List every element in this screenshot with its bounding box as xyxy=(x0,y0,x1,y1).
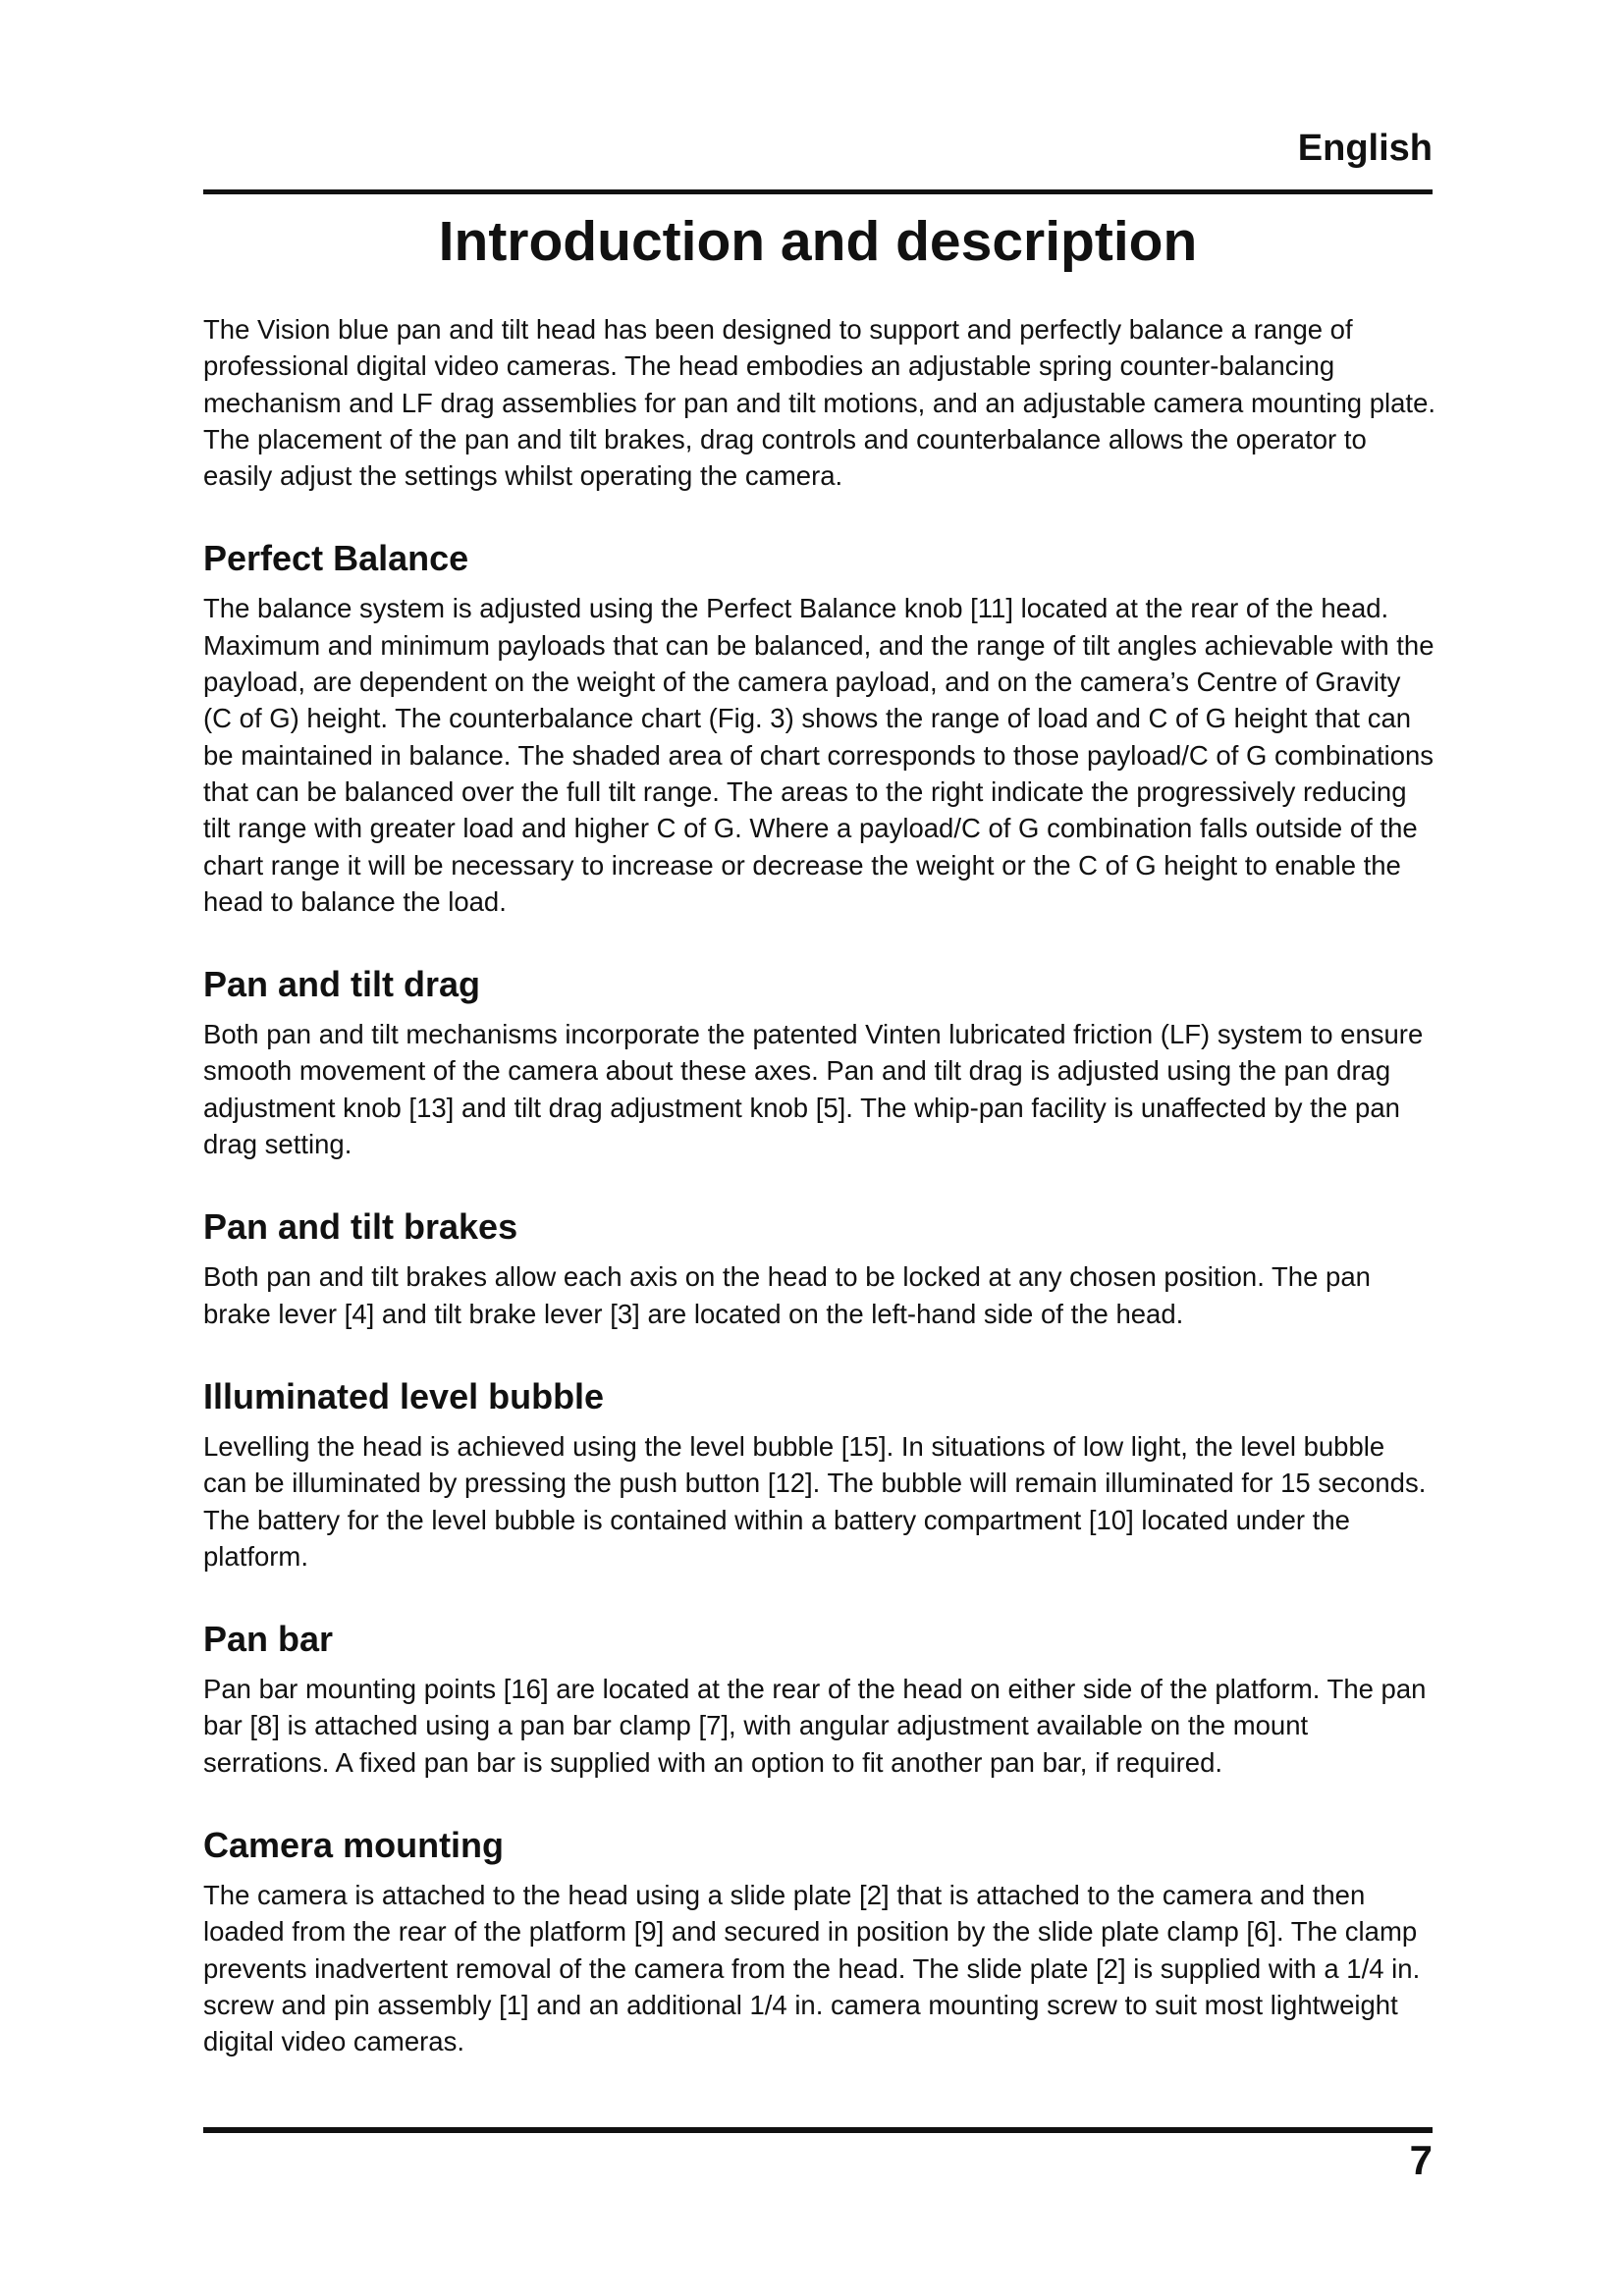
header-rule xyxy=(203,189,1433,194)
page-title: Introduction and description xyxy=(438,210,1198,273)
language-label: English xyxy=(1297,128,1433,169)
section-heading-level-bubble: Illuminated level bubble xyxy=(203,1375,605,1416)
intro-paragraph: The Vision blue pan and tilt head has been designed to support and perfectly balance a range of professional digital video cameras. The head embodies an adjustable spring counter-balancing mechanism and LF drag assemblies for pan and tilt motions, and an adjustable camera mounting plate. The placement of the pan and tilt brakes, drag controls and counterbalance allows the operator to easily adjust the settings whilst operating the camera. xyxy=(203,314,1436,492)
section-heading-pan-tilt-drag: Pan and tilt drag xyxy=(203,964,481,1005)
section-heading-camera-mounting: Camera mounting xyxy=(203,1825,505,1866)
section-body-pan-bar: Pan bar mounting points [16] are located at the rear of the head on either side of the platform. The pan bar [8] is attached using a pan bar clamp [7], with angular adjustment available on the mount serrations. A fixed pan bar is supplied with an option to fit another pan bar, if required. xyxy=(203,1674,1427,1778)
section-heading-perfect-balance: Perfect Balance xyxy=(203,538,469,579)
section-heading-pan-tilt-brakes: Pan and tilt brakes xyxy=(203,1206,518,1248)
section-heading-pan-bar: Pan bar xyxy=(203,1619,334,1660)
main-content xyxy=(203,311,1435,2060)
section-body-perfect-balance: The balance system is adjusted using the Perfect Balance knob [11] located at the rear of the head. Maximum and minimum payloads that can be balanced, and the range of tilt angles achievable with the payload, are dependent on the weight of the camera payload, and on the camera’s Centre of Gravity (C of G) height. The counterbalance chart (Fig. 3) shows the range of load and C of G height that can be maintained in balance. The shaded area of chart corresponds to those payload/C of G combinations that can be balanced over the full tilt range. The areas to the right indicate the progressively reducing tilt range with greater load and higher C of G. Where a payload/C of G combination falls outside of the chart range it will be necessary to increase or decrease the weight or the C of G height to enable the head to balance the load. xyxy=(203,593,1435,917)
section-body-level-bubble: Levelling the head is achieved using the level bubble [15]. In situations of low light, the level bubble can be illuminated by pressing the push button [12]. The bubble will remain illuminated for 15 seconds. The battery for the level bubble is contained within a battery compartment [10] located under the platform. xyxy=(203,1430,1427,1572)
footer-rule xyxy=(203,2127,1433,2133)
section-body-pan-tilt-drag: Both pan and tilt mechanisms incorporate the patented Vinten lubricated friction (LF) system to ensure smooth movement of the camera about these axes. Pan and tilt drag is adjusted using the pan drag adjustment knob [13] and tilt drag adjustment knob [5]. The whip-pan facility is unaffected by the pan drag setting. xyxy=(203,1019,1424,1160)
page-number: 7 xyxy=(1409,2137,1433,2183)
section-body-camera-mounting: The camera is attached to the head using a slide plate [2] that is attached to the camera and then loaded from the rear of the platform [9] and secured in position by the slide plate clamp [6]. The clamp prevents inadvertent removal of the camera from the head. The slide plate [2] is supplied with a 1/4 in. screw and pin assembly [1] and an additional 1/4 in. camera mounting screw to suit most lightweight digital video cameras. xyxy=(203,1880,1421,2057)
section-body-pan-tilt-brakes: Both pan and tilt brakes allow each axis on the head to be locked at any chosen position. The pan brake lever [4] and tilt brake lever [3] are located on the left-hand side of the head. xyxy=(203,1261,1371,1329)
